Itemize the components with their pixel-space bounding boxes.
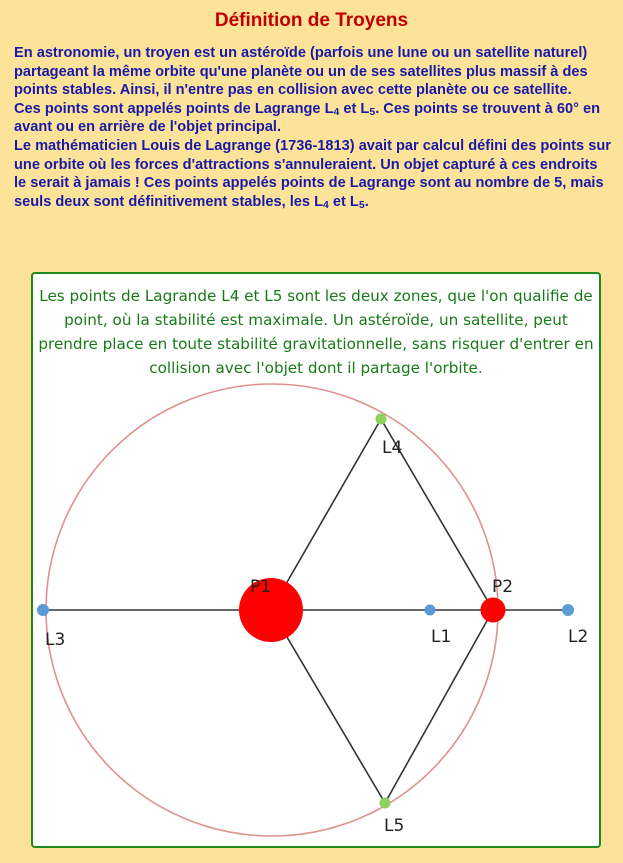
line-p1-l4 xyxy=(271,419,381,610)
subscript-5: 5 xyxy=(369,105,376,118)
intro-paragraph-1 xyxy=(14,44,612,100)
intro-p2-text: et L xyxy=(339,100,370,117)
label-l1: L1 xyxy=(431,627,452,647)
intro-paragraph-2 xyxy=(14,100,612,137)
lagrange-panel xyxy=(31,272,601,848)
l5-point xyxy=(380,798,391,809)
intro-p3-text: Le mathématicien Louis de Lagrange (1736-1813) avait par calcul défini des points sur une orbite où les forces d'attractions s'annuleraient. Un objet capturé à ces endroits le serait à jamais ! Ces points appelés points de Lagrange sont au nombre de 5, mais seuls deux sont définitivement stables, les L xyxy=(14,137,611,210)
p2-body xyxy=(481,598,506,623)
l1-point xyxy=(425,605,436,616)
intro-p2-text: Ces points sont appelés points de Lagrange L xyxy=(14,100,334,117)
l3-point xyxy=(37,604,49,616)
intro-p3-text: . xyxy=(364,193,369,210)
label-l2: L2 xyxy=(568,627,589,647)
label-l4: L4 xyxy=(382,438,403,458)
l4-point xyxy=(376,414,387,425)
l2-point xyxy=(562,604,574,616)
intro-p2-text: . Ces points se trouvent à 60° en avant ou en arrière de l'objet principal. xyxy=(14,100,600,136)
intro-paragraph-3 xyxy=(14,137,612,211)
line-p1-l5 xyxy=(271,610,385,803)
label-l5: L5 xyxy=(384,816,405,836)
label-p2: P2 xyxy=(492,577,514,597)
subscript-4: 4 xyxy=(323,198,329,211)
subscript-5: 5 xyxy=(358,198,365,211)
label-p1: P1 xyxy=(250,577,272,597)
intro-p3-text: et L xyxy=(328,193,359,210)
subscript-4: 4 xyxy=(333,105,340,118)
label-l3: L3 xyxy=(45,630,66,650)
page-title: Définition de Troyens xyxy=(214,10,409,31)
intro-text xyxy=(14,44,612,211)
panel-caption: Les points de Lagrande L4 et L5 sont les deux zones, que l'on qualifie de point, où la stabilité est maximale. Un astéroïde, un satellite, peut prendre place en toute stabilité gravitationnelle, sans risquer d'entrer en collision avec l'objet dont il partage l'orbite. xyxy=(38,287,594,377)
intro-p1-text: En astronomie, un troyen est un astéroïde (parfois une lune ou un satellite naturel) partageant la même orbite qu'une planète ou un de ses satellites plus massif à des points stables. Ainsi, il n'entre pas en collision avec cette planète ou ce satellite. xyxy=(14,45,588,99)
